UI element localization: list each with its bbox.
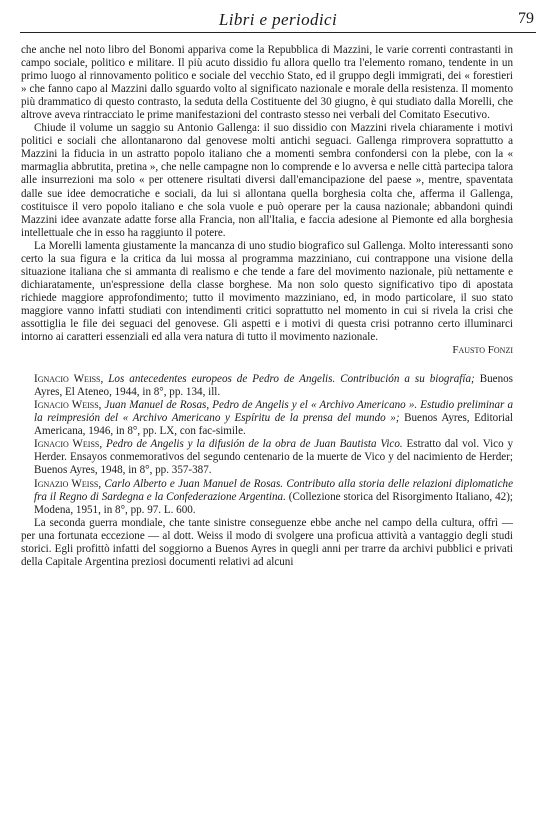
entry-author: Ignazio Weiss, [34, 477, 102, 490]
entry-title: Carlo Alberto e Juan Manuel de Rosas. Contributo alla storia delle relazioni diplomatiche fra il Regno di Sardegna e la Confederazione Argentina. [34, 477, 513, 503]
entry-title: Pedro de Angelis y la difusión de la obra de Juan Bautista Vico. [105, 438, 403, 451]
bibliography-entry [21, 373, 513, 399]
entry-title: Juan Manuel de Rosas, Pedro de Angelis y el « Archivo Americano ». Estudio preliminar a la reimpresión del « Archivo Americano y Espíritu de la prensa del mundo »; [34, 399, 513, 425]
entry-details: Buenos Ayres, Editorial Americana, 1946, in 8°, pp. LX, con fac-simile. [34, 412, 513, 438]
paragraph-3: La Morelli lamenta giustamente la mancanza di uno studio biografico sul Gallenga. Molto interessanti sono certo la sua figura e la critica da lui mossa al programma mazziniano, cui contrappone una visione della situazione italiana che si ammanta di realismo e che tende a fare del movimento nazionale, più nettamente e dichiaratamente, un'espressione della classe borghese. Ma non solo questo significativo tipo di apostata richiede maggiore approfondimento; tutto il movimento mazziniano, ed, in modo particolare, il suo stato maggiore vanno infatti studiati con intendimenti critici soprattutto nel momento in cui si rivela la crisi che assottiglia le file dei seguaci del genovese. Gli aspetti e i motivi di questa crisi potranno certo illuminarci intorno ai caratteri essenziali ed alla vera natura di tutto il movimento nazionale. [21, 239, 513, 344]
page-number: 79 [518, 10, 534, 27]
entry-author: Ignacio Weiss, [34, 399, 102, 412]
entry-author: Ignacio Weiss, [34, 373, 104, 386]
entry-author: Ignacio Weiss, [34, 438, 103, 451]
entry-details: (Collezione storica del Risorgimento Italiano, 42); Modena, 1951, in 8°, pp. 97. L. 600. [34, 490, 513, 516]
entry-details: Buenos Ayres, El Ateneo, 1944, in 8°, pp. 134, ill. [34, 373, 513, 399]
bibliography-entry [21, 478, 513, 517]
author-signature: Fausto Fonzi [452, 344, 513, 357]
entry-details: Estratto dal vol. Vico y Herder. Ensayos conmemorativos del segundo centenario de la muerte de Vico y del nacimiento de Herder; Buenos Ayres, 1948, in 8°, pp. 357-387. [34, 438, 514, 477]
page-header [20, 8, 536, 33]
bibliography-entry [21, 438, 513, 477]
paragraph-2: Chiude il volume un saggio su Antonio Gallenga: il suo dissidio con Mazzini rivela chiaramente i motivi politici e sociali che allontanarono dal genovese molti antichi seguaci. Gallenga rimprovera soprattutto a Mazzini la fiducia in un astratto popolo italiano che a momenti sembra confondersi con la plebe, con la « marmaglia abbrutita, pretina », che nelle campagne non lo comprende e lo avversa e nelle città partecipa talora alle insurrezioni ma solo « per ottenere risultati diversi dall'emancipazione del paese », mentre, spaventata dalle sue idee democratiche e sociali, da lui si allontana quella borghesia colta che, afferma il Gallenga, costituisce il vero popolo italiano e che sola vuole e può operare per la causa nazionale; abbandoni quindi Mazzini idee avanzate adatte forse alla Francia, non all'Italia, e faccia adesione al Piemonte ed alla borghesia intellettuale che in esso ha raggiunto il potere. [21, 122, 513, 239]
bibliography-entry [21, 399, 513, 438]
running-title: Libri e periodici [218, 10, 338, 29]
article-body [21, 44, 513, 569]
entry-title: Los antecedentes europeos de Pedro de Angelis. Contribución a su biografía; [108, 373, 475, 386]
paragraph-1: che anche nel noto libro del Bonomi appariva come la Repubblica di Mazzini, le varie correnti contrastanti in campo sociale, politico e militare. Il più acuto dissidio fu allora quello tra l'elemento romano, tendente in un primo luogo al rinnovamento politico e sociale del vecchio Stato, ed il gruppo degli immigrati, dei « forestieri » che fanno capo al Mazzini dallo sguardo volto al significato nazionale e morale della resistenza. Il momento più drammatico di questo contrasto, la seduta della Costituente del 30 giugno, è qui studiato dalla Morelli, che altrove aveva rintracciato le prime manifestazioni del contrasto stesso nei verbali del Comitato Esecutivo. [21, 44, 513, 122]
bibliography-list [21, 373, 513, 517]
closing-paragraph: La seconda guerra mondiale, che tante sinistre conseguenze ebbe anche nel campo della cultura, offrì — per una fortunata eccezione — al dott. Weiss il modo di svolgere una proficua attività a vantaggio degli studi storici. Egli profittò infatti del soggiorno a Buenos Ayres in quegli anni per trarre da archivi pubblici e privati della Capitale Argentina preziosi documenti relativi ad alcuni [21, 516, 513, 568]
